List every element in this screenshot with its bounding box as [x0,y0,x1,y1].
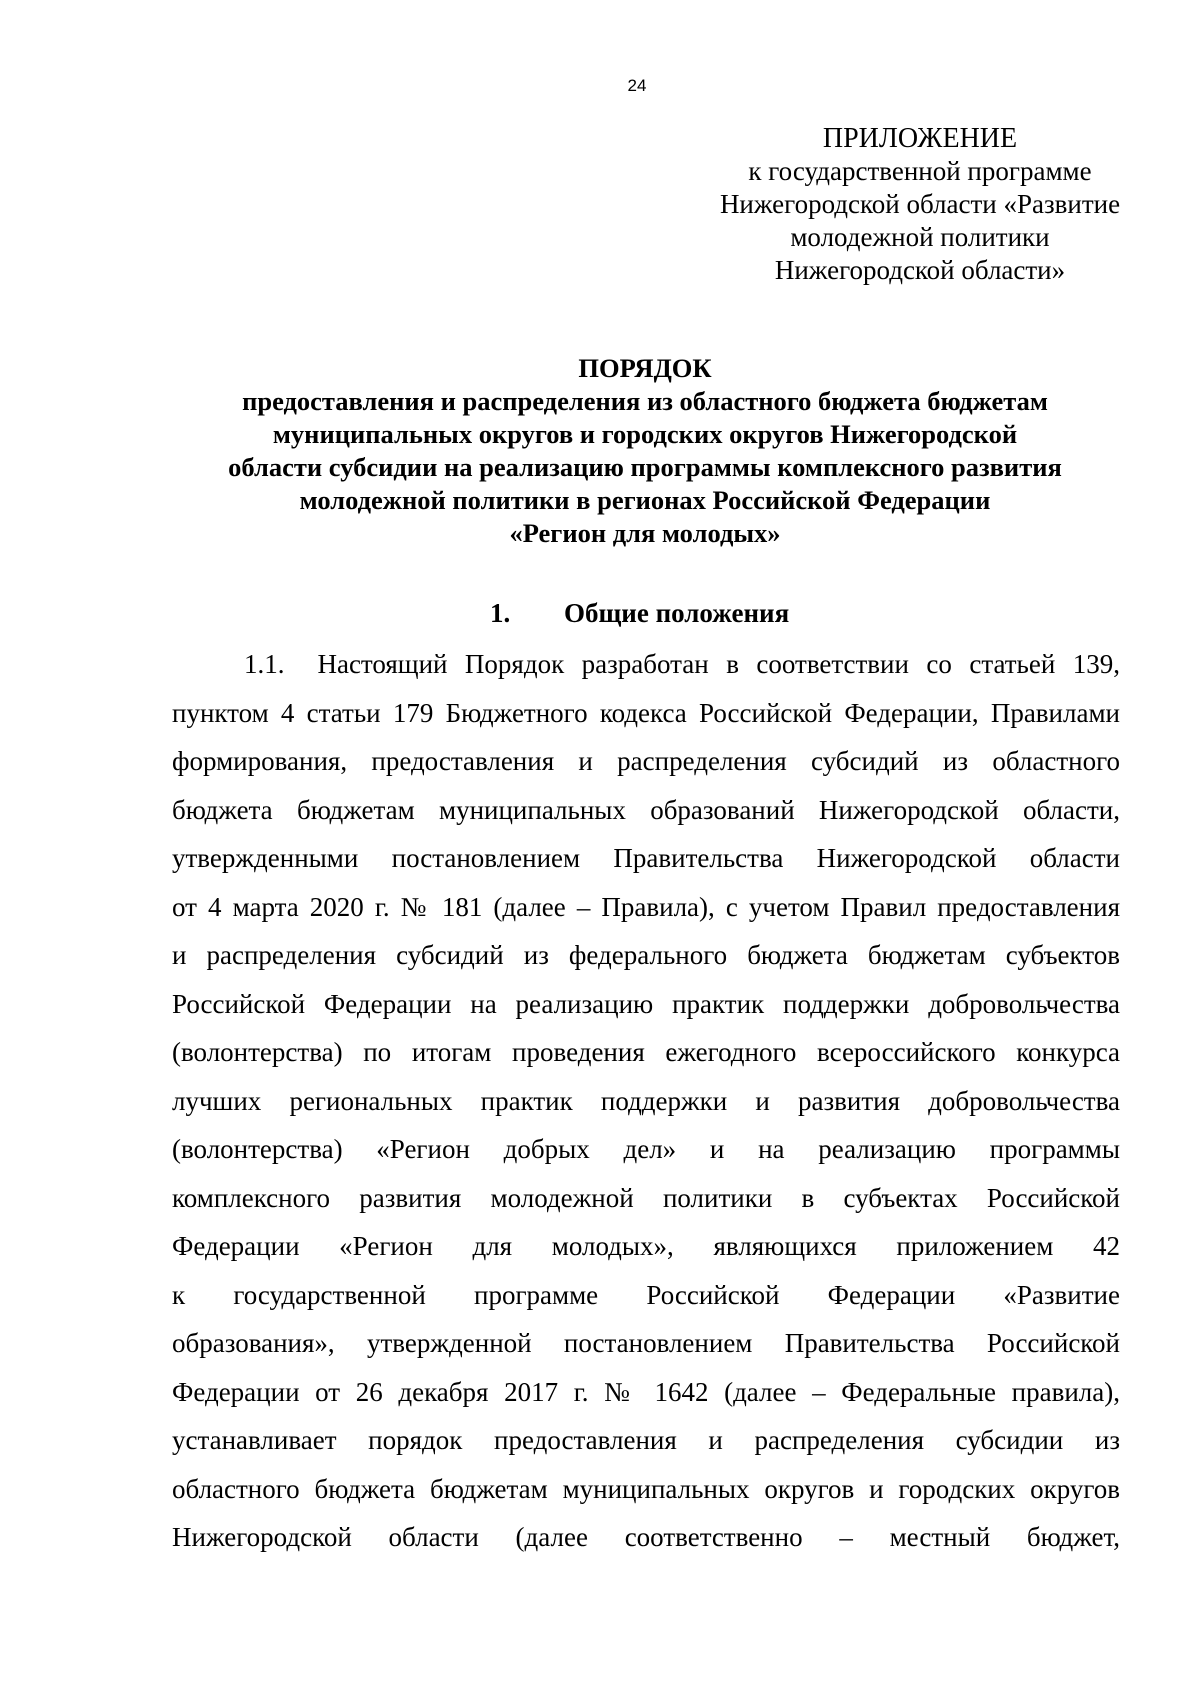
section-number: 1. [490,598,511,628]
document-title-heading: ПОРЯДОК [578,353,712,383]
paragraph-line: лучших региональных практик поддержки и развития добровольчества [172,1085,1120,1116]
document-title-line: муниципальных округов и городских округов Нижегородской [272,419,1018,449]
appendix-line: молодежной политики [790,222,1050,252]
paragraph-line: от 4 марта 2020 г. № 181 (далее – Правила), с учетом Правил предоставления [172,891,1120,922]
paragraph-line: Федерации «Регион для молодых», являющихся приложением 42 [172,1231,1120,1261]
paragraph-line: Федерации от 26 декабря 2017 г. № 1642 (далее – Федеральные правила), [172,1376,1120,1407]
document-title [160,352,1130,550]
paragraph-line: областного бюджета бюджетам муниципальных округов и городских округов [172,1473,1120,1504]
document-title-line: «Регион для молодых» [509,518,781,548]
paragraph-line: пунктом 4 статьи 179 Бюджетного кодекса Российской Федерации, Правилами [172,697,1120,728]
document-title-line: области субсидии на реализацию программы комплексного развития [228,452,1062,482]
clause-number: 1.1. [244,649,285,679]
document-title-line: предоставления и распределения из областного бюджета бюджетам [242,386,1048,416]
paragraph-line: Нижегородской области (далее соответственно – местный бюджет, [172,1522,1120,1552]
paragraph-line: (волонтерства) «Регион добрых дел» и на реализацию программы [172,1134,1120,1164]
document-title-line: молодежной политики в регионах Российской Федерации [299,485,991,515]
paragraph-line: к государственной программе Российской Федерации «Развитие [172,1279,1120,1310]
paragraph-line: утвержденными постановлением Правительства Нижегородской области [172,843,1120,873]
paragraph-line: формирования, предоставления и распределения субсидий из областного [172,746,1120,776]
appendix-line: к государственной программе [748,156,1092,186]
appendix-block [660,122,1180,287]
paragraph-line: Российской Федерации на реализацию практик поддержки добровольчества [172,988,1120,1019]
paragraph-line-text: Настоящий Порядок разработан в соответствии со статьей 139, [317,649,1121,679]
appendix-title: ПРИЛОЖЕНИЕ [822,123,1018,154]
appendix-line: Нижегородской области «Развитие [719,189,1121,219]
paragraph-line: (волонтерства) по итогам проведения ежегодного всероссийского конкурса [172,1037,1120,1067]
paragraph-line: комплексного развития молодежной политики в субъектах Российской [172,1182,1120,1213]
page-number: 24 [627,76,647,95]
paragraph-line: образования», утвержденной постановлением Правительства Российской [172,1328,1120,1358]
section-heading [490,597,789,630]
paragraph-line [172,640,1120,689]
paragraph-line: и распределения субсидий из федерального бюджета бюджетам субъектов [172,940,1120,970]
paragraph-line: бюджета бюджетам муниципальных образований Нижегородской области, [172,794,1120,825]
appendix-line: Нижегородской области» [774,255,1066,285]
section-title: Общие положения [564,598,790,628]
paragraph-line: устанавливает порядок предоставления и распределения субсидии из [172,1425,1120,1455]
clause-body [172,640,1120,1562]
